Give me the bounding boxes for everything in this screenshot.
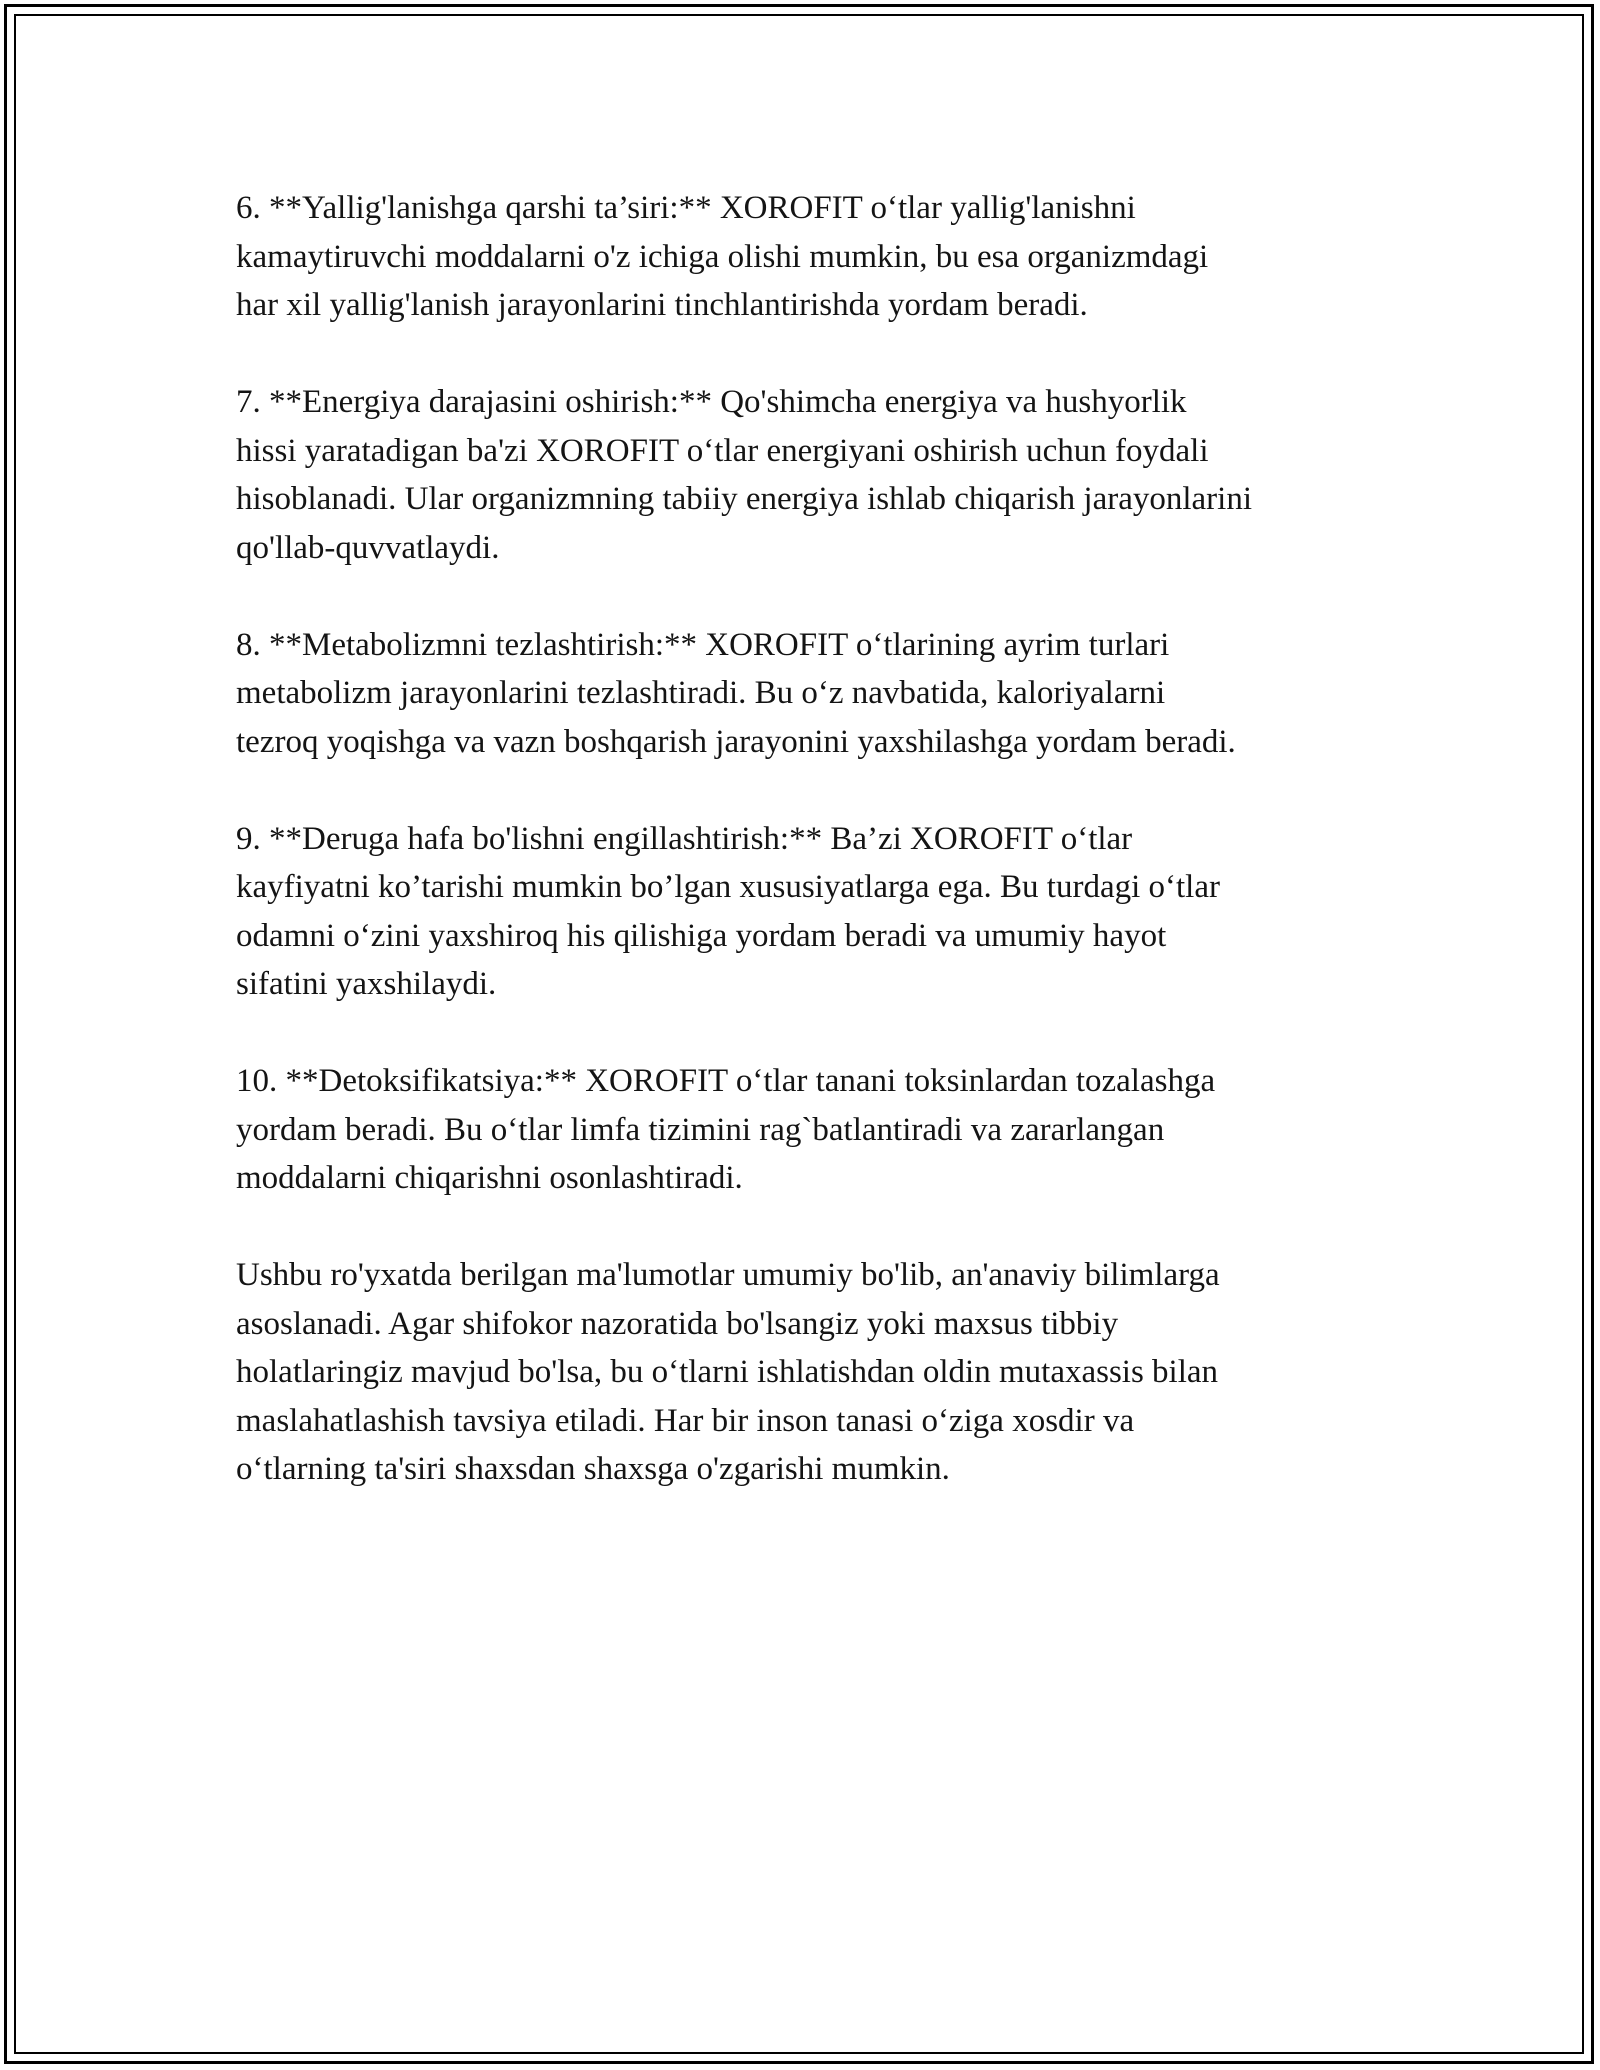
text-line: tezroq yoqishga va vazn boshqarish jarayonini yaxshilashga yordam beradi. <box>236 723 1236 760</box>
text-line: odamni o‘zini yaxshiroq his qilishiga yordam beradi va umumiy hayot <box>236 917 1167 954</box>
paragraph-item-10 <box>236 1057 1376 1203</box>
text-line: asoslanadi. Agar shifokor nazoratida bo'lsangiz yoki maxsus tibbiy <box>236 1305 1119 1342</box>
text-line: kamaytiruvchi moddalarni o'z ichiga olishi mumkin, bu esa organizmdagi <box>236 238 1209 275</box>
text-line: 7. **Energiya darajasini oshirish:** Qo'shimcha energiya va hushyorlik <box>236 384 1187 420</box>
text-line: Ushbu ro'yxatda berilgan ma'lumotlar umumiy bo'lib, an'anaviy bilimlarga <box>236 1257 1220 1293</box>
paragraph-item-9 <box>236 815 1376 1009</box>
text-line: yordam beradi. Bu o‘tlar limfa tizimini rag`batlantiradi va zararlangan <box>236 1111 1165 1148</box>
text-line: qo'llab-quvvatlaydi. <box>236 529 500 566</box>
text-line: 8. **Metabolizmni tezlashtirish:** XOROFIT o‘tlarining ayrim turlari <box>236 626 1170 663</box>
text-line: holatlaringiz mavjud bo'lsa, bu o‘tlarni ishlatishdan oldin mutaxassis bilan <box>236 1354 1219 1390</box>
text-line: hisoblanadi. Ular organizmning tabiiy energiya ishlab chiqarish jarayonlarini <box>236 481 1253 517</box>
text-line: o‘tlarning ta'siri shaxsdan shaxsga o'zgarishi mumkin. <box>236 1451 950 1487</box>
paragraph-item-8 <box>236 621 1376 767</box>
text-line: sifatini yaxshilaydi. <box>236 966 497 1002</box>
text-line: har xil yallig'lanish jarayonlarini tinchlantirishda yordam beradi. <box>236 287 1088 323</box>
text-line: moddalarni chiqarishni osonlashtiradi. <box>236 1160 743 1196</box>
paragraph-disclaimer <box>236 1251 1376 1494</box>
text-line: metabolizm jarayonlarini tezlashtiradi. Bu o‘z navbatida, kaloriyalarni <box>236 675 1166 711</box>
text-line: kayfiyatni ko’tarishi mumkin bo’lgan xususiyatlarga ega. Bu turdagi o‘tlar <box>236 869 1220 905</box>
text-line: 9. **Deruga hafa bo'lishni engillashtirish:** Ba’zi XOROFIT o‘tlar <box>236 820 1133 857</box>
text-line: maslahatlashish tavsiya etiladi. Har bir inson tanasi o‘ziga xosdir va <box>236 1402 1135 1439</box>
text-line: 10. **Detoksifikatsiya:** XOROFIT o‘tlar tanani toksinlardan tozalashga <box>236 1063 1216 1099</box>
paragraph-item-7 <box>236 378 1376 572</box>
text-line: hissi yaratadigan ba'zi XOROFIT o‘tlar energiyani oshirish uchun foydali <box>236 432 1209 469</box>
document-body <box>236 184 1376 1542</box>
text-line: 6. **Yallig'lanishga qarshi ta’siri:** XOROFIT o‘tlar yallig'lanishni <box>236 190 1136 226</box>
paragraph-item-6 <box>236 184 1376 330</box>
